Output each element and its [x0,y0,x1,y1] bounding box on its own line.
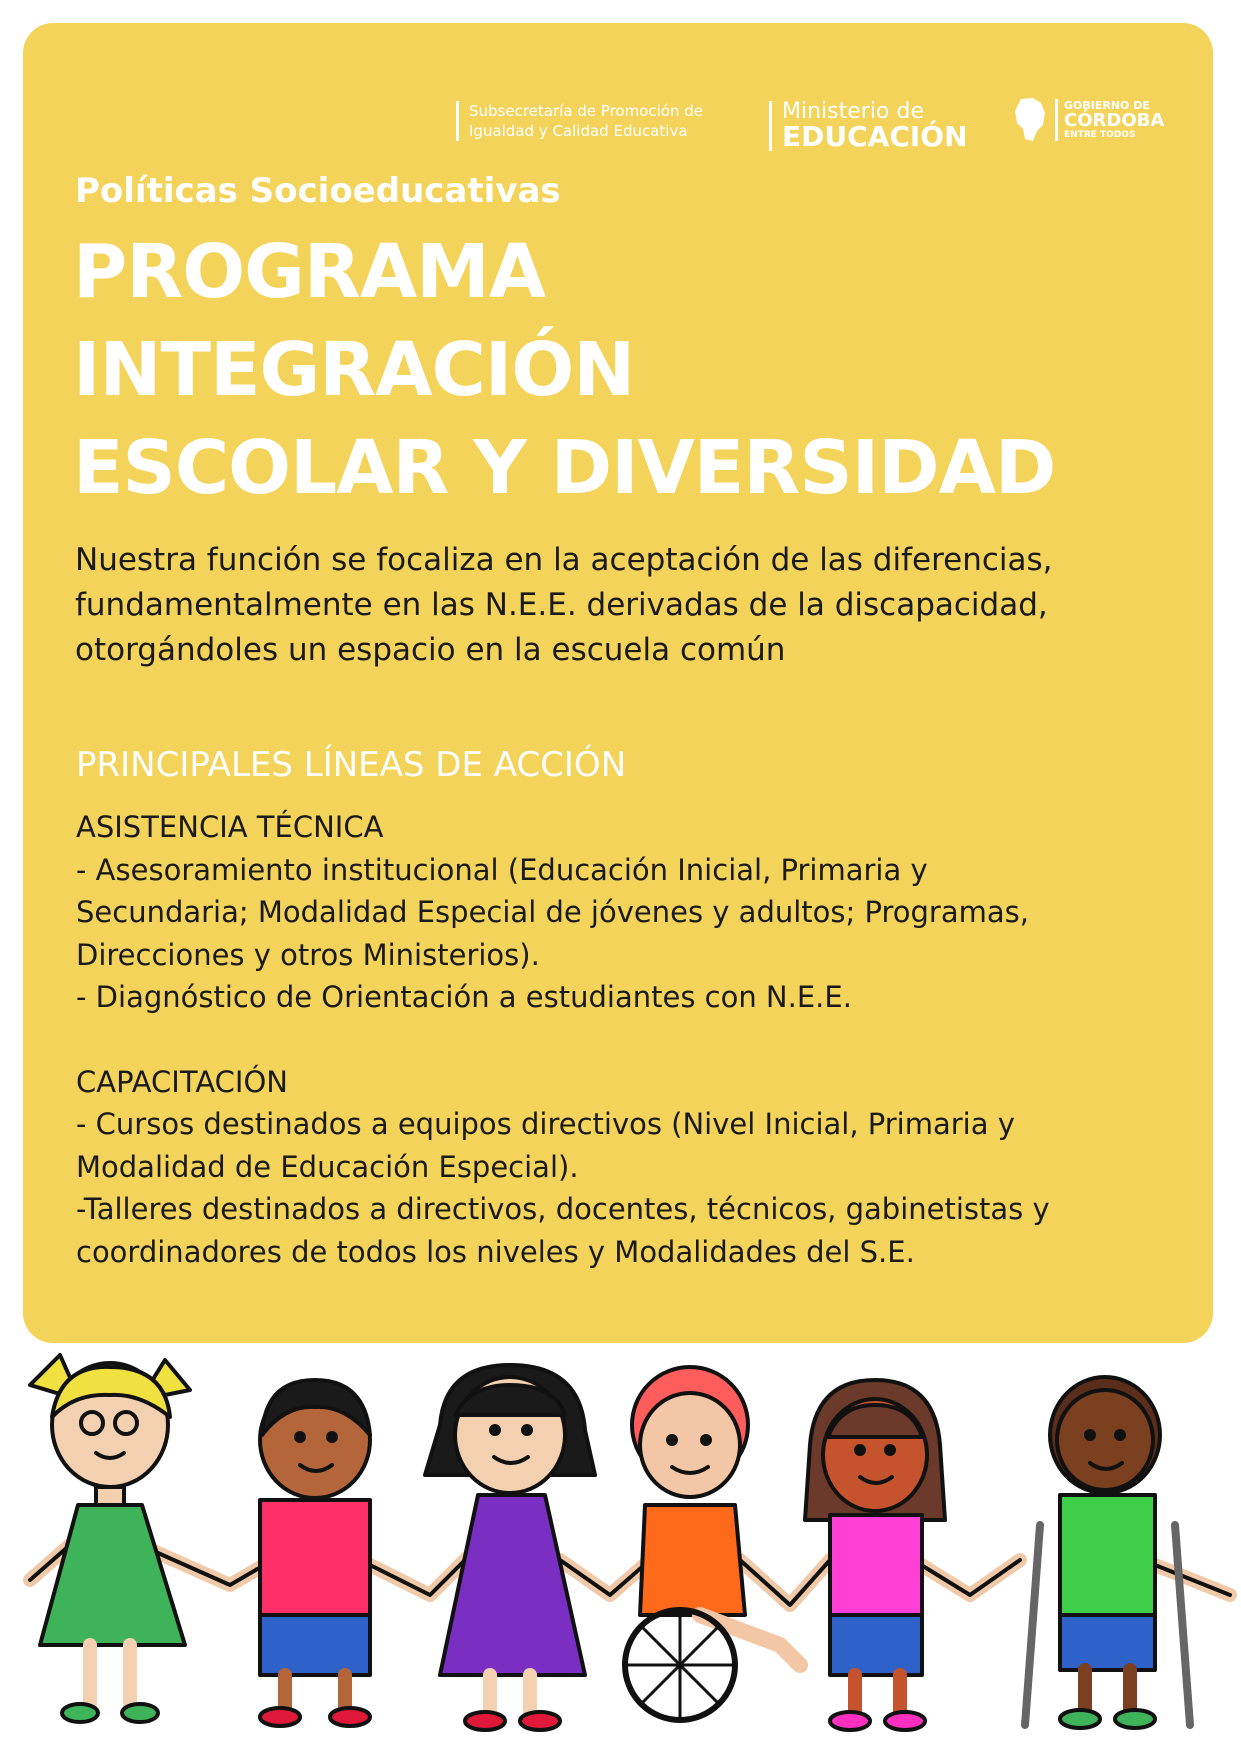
asistencia-line-2: Secundaria; Modalidad Especial de jóvenes y adultos; Programas, [76,895,1029,929]
capacitacion-heading: CAPACITACIÓN [76,1064,288,1099]
spacer [76,1019,1206,1061]
capacitacion-line-2: Modalidad de Educación Especial). [76,1149,579,1184]
capacitacion-line-4: coordinadores de todos los niveles y Modalidades del S.E. [76,1234,915,1269]
logo-ministerio-line1: Ministerio de [782,99,924,124]
capacitacion-line-1: - Cursos destinados a equipos directivos (Nivel Inicial, Primaria y [76,1107,1015,1141]
asistencia-line-4: - Diagnóstico de Orientación a estudiantes con N.E.E. [76,980,852,1014]
kicker: Políticas Socioeducativas [75,171,561,211]
lead-line-2: fundamentalmente en las N.E.E. derivadas de la discapacidad, [75,587,1048,623]
title-line-3: ESCOLAR Y DIVERSIDAD [73,425,1056,511]
asistencia-heading: ASISTENCIA TÉCNICA [76,810,384,844]
page-title [73,223,1193,517]
logo-ministerio-line2: EDUCACIÓN [782,120,968,153]
logo-gobierno [1013,97,1164,143]
logo-bar [23,81,1213,161]
lead-paragraph [75,538,1195,673]
logo-subsecretaria-line1: Subsecretaría de Promoción de [469,102,703,120]
logo-ministerio [769,101,968,151]
yellow-card [23,23,1213,1343]
title-line-1: PROGRAMA [73,229,546,315]
children-illustration [0,1345,1241,1754]
lead-line-1: Nuestra función se focaliza en la aceptación de las diferencias, [75,542,1053,578]
lead-line-3: otorgándoles un espacio en la escuela común [75,632,786,668]
logo-subsecretaria-line2: Igualdad y Calidad Educativa [469,122,688,140]
logo-subsecretaria [456,101,729,141]
logo-gobierno-line3: ENTRE TODOS [1064,130,1136,140]
asistencia-line-3: Direcciones y otros Ministerios). [76,937,540,972]
cordoba-map-icon [1013,97,1047,143]
action-lines [76,806,1206,1273]
asistencia-line-1: - Asesoramiento institucional (Educación Inicial, Primaria y [76,852,928,887]
title-line-2: INTEGRACIÓN [73,327,635,413]
capacitacion-line-3: -Talleres destinados a directivos, docentes, técnicos, gabinetistas y [76,1192,1050,1226]
logo-gobierno-line2: CÓRDOBA [1064,110,1165,131]
section-title: PRINCIPALES LÍNEAS DE ACCIÓN [76,745,627,785]
logo-gobierno-line1: GOBIERNO DE [1064,99,1150,112]
